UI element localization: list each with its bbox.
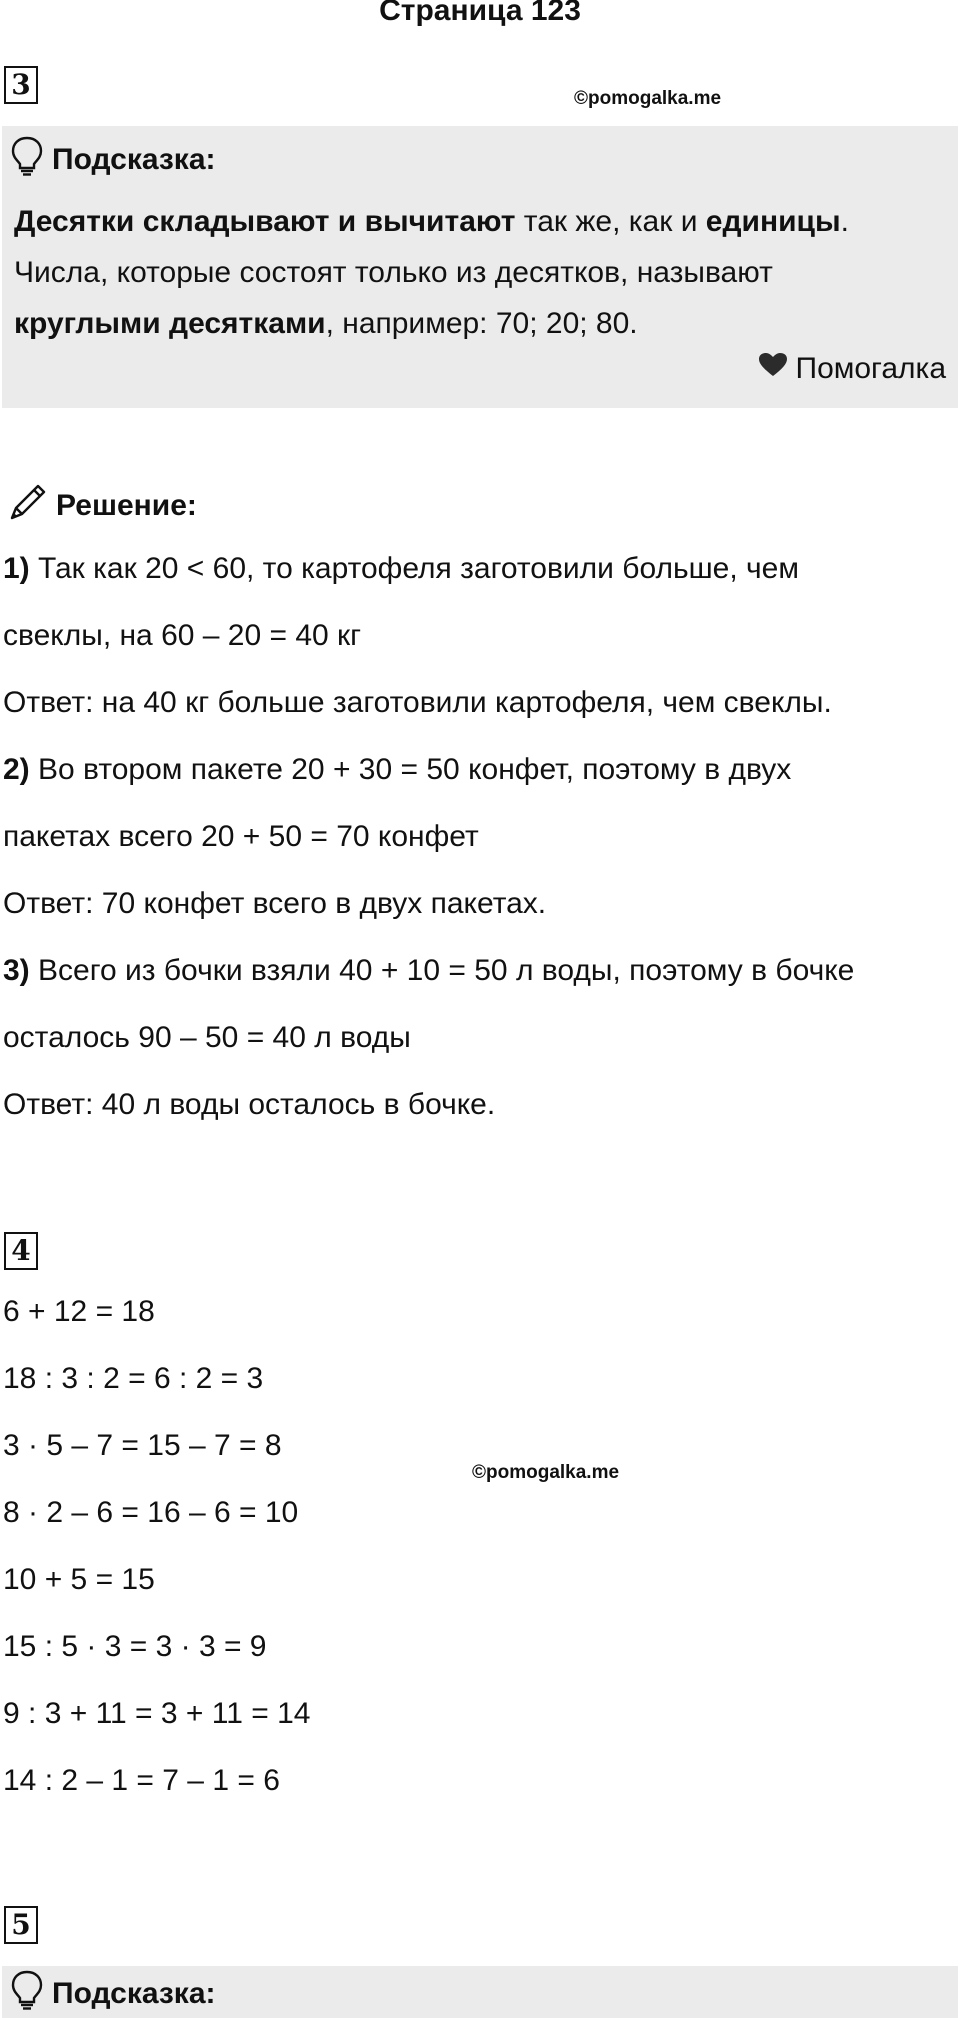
solution-2-line-2: пакетах всего 20 + 50 = 70 конфет: [3, 820, 479, 853]
solution-heading-text: Решение:: [56, 489, 197, 522]
solution-heading: [6, 480, 197, 532]
item-number: 1): [3, 552, 30, 585]
hint-text-segment: так же, как и: [515, 205, 706, 238]
solution-text: Во втором пакете 20 + 30 = 50 конфет, поэтому в двух: [29, 753, 792, 786]
watermark: ©pomogalka.me: [472, 1462, 620, 1483]
hint-heading: [10, 1970, 216, 2018]
heart-icon: [758, 352, 788, 386]
solution-1-line-1: [3, 552, 799, 586]
task-number-3: 3: [4, 66, 38, 104]
equation-line: 10 + 5 = 15: [3, 1563, 155, 1596]
solution-text: Всего из бочки взяли 40 + 10 = 50 л воды, поэтому в бочке: [29, 954, 855, 987]
equation-line: 14 : 2 – 1 = 7 – 1 = 6: [3, 1764, 280, 1797]
task-number-4: 4: [4, 1232, 38, 1270]
equation-line: 9 : 3 + 11 = 3 + 11 = 14: [3, 1697, 311, 1730]
page-title: Страница 123: [379, 0, 581, 27]
task-number-5: 5: [4, 1906, 38, 1944]
credit-text: Помогалка: [795, 352, 946, 385]
hint-bold-term: единицы: [705, 205, 841, 238]
lightbulb-icon: [10, 1970, 44, 2018]
equation-line: 18 : 3 : 2 = 6 : 2 = 3: [3, 1362, 264, 1395]
hint-bold-term: круглыми десятками: [14, 307, 326, 340]
solution-3-line-1: [3, 954, 854, 988]
hint-text: [14, 196, 849, 349]
solution-1-answer: Ответ: на 40 кг больше заготовили картофеля, чем свеклы.: [3, 686, 832, 719]
equation-line: 3 · 5 – 7 = 15 – 7 = 8: [3, 1429, 282, 1462]
hint-heading: [10, 136, 216, 184]
item-number: 3): [3, 954, 30, 987]
hint-line-3: [14, 298, 849, 349]
hint-credit: [758, 352, 947, 386]
solution-3-line-2: осталось 90 – 50 = 40 л воды: [3, 1021, 411, 1054]
pencil-icon: [6, 480, 48, 532]
solution-1-line-2: свеклы, на 60 – 20 = 40 кг: [3, 619, 362, 652]
lightbulb-icon: [10, 136, 44, 184]
hint-text-segment: .: [840, 205, 849, 238]
hint-box: [2, 126, 958, 408]
hint-line-1: [14, 196, 849, 247]
equation-line: 15 : 5 · 3 = 3 · 3 = 9: [3, 1630, 267, 1663]
item-number: 2): [3, 753, 30, 786]
hint-heading-text: Подсказка:: [52, 143, 216, 176]
equation-line: 8 · 2 – 6 = 16 – 6 = 10: [3, 1496, 299, 1529]
hint-box: [2, 1966, 958, 2018]
solution-text: Так как 20 < 60, то картофеля заготовили больше, чем: [29, 552, 799, 585]
hint-line-2: Числа, которые состоят только из десятков, называют: [14, 256, 773, 289]
equation-line: 6 + 12 = 18: [3, 1295, 155, 1328]
hint-text-segment: , например: 70; 20; 80.: [325, 307, 638, 340]
solution-2-line-1: [3, 753, 791, 787]
watermark: ©pomogalka.me: [574, 88, 722, 109]
solution-3-answer: Ответ: 40 л воды осталось в бочке.: [3, 1088, 496, 1121]
hint-bold-term: Десятки складывают и вычитают: [14, 205, 516, 238]
solution-2-answer: Ответ: 70 конфет всего в двух пакетах.: [3, 887, 547, 920]
hint-heading-text: Подсказка:: [52, 1977, 216, 2010]
